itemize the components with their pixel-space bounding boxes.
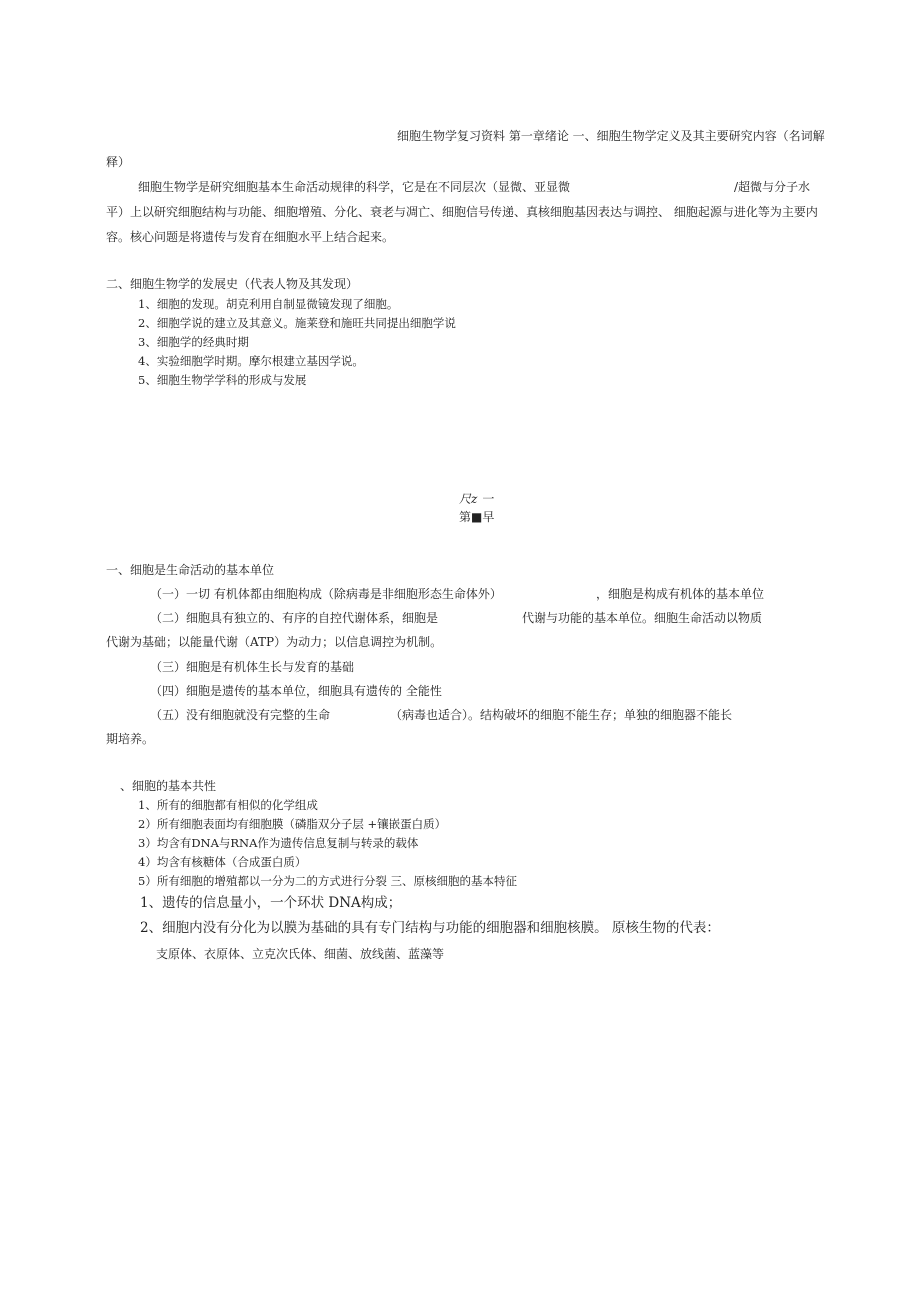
history-item: 1、细胞的发现。胡克利用自制显微镜发现了细胞。	[138, 297, 399, 311]
header-line: 细胞生物学复习资料 第一章绪论 一、细胞生物学定义及其主要研究内容（名词解	[397, 129, 825, 143]
common-item: 2）所有细胞表面均有细胞膜（磷脂双分子层 +镶嵌蛋白质）	[138, 817, 447, 831]
history-title: 二、细胞生物学的发展史（代表人物及其发现）	[106, 277, 359, 291]
chapter-heading-line1: 尺z 一	[459, 492, 494, 506]
prokaryote-examples: 支原体、衣原体、立克次氏体、细菌、放线菌、蓝藻等	[156, 947, 445, 961]
common-title: 、细胞的基本共性	[120, 779, 217, 793]
unit-item-1a: （一）一切 有机体都由细胞构成（除病毒是非细胞形态生命体外）	[150, 587, 502, 601]
common-item: 5）所有细胞的增殖都以一分为二的方式进行分裂 三、原核细胞的基本特征	[138, 874, 517, 888]
chapter-heading-line2: 第■早	[459, 510, 495, 524]
common-item: 1、所有的细胞都有相似的化学组成	[138, 798, 318, 812]
common-item: 3）均含有DNA与RNA作为遗传信息复制与转录的载体	[138, 836, 419, 850]
unit-item-5c: 期培养。	[106, 732, 155, 746]
unit-item-1b: ，细胞是构成有机体的基本单位	[596, 587, 765, 601]
history-item: 3、细胞学的经典时期	[138, 335, 249, 349]
unit-item-3: （三）细胞是有机体生长与发育的基础	[150, 660, 355, 674]
history-item: 2、细胞学说的建立及其意义。施莱登和施旺共同提出细胞学说	[138, 316, 456, 330]
unit-item-2a: （二）细胞具有独立的、有序的自控代谢体系，细胞是	[150, 611, 439, 625]
unit-item-5b: （病毒也适合）。结构破坏的细胞不能生存；单独的细胞器不能长	[390, 708, 733, 722]
common-item: 4）均含有核糖体（合成蛋白质）	[138, 855, 307, 869]
unit-item-4: （四）细胞是遗传的基本单位，细胞具有遗传的 全能性	[150, 684, 442, 698]
unit-item-5a: （五）没有细胞就没有完整的生命	[150, 708, 331, 722]
unit-item-2b: 代谢与功能的基本单位。细胞生命活动以物质	[522, 611, 763, 625]
definition-line-3: 容。核心问题是将遗传与发育在细胞水平上结合起来。	[106, 230, 395, 244]
definition-line-2: 平）上以研究细胞结构与功能、细胞增殖、分化、衰老与凋亡、细胞信号传递、真核细胞基因表达与调控、 细胞起源与进化等为主要内	[106, 205, 818, 219]
prokaryote-point-2: 2、细胞内没有分化为以膜为基础的具有专门结构与功能的细胞器和细胞核膜。 原核生物的代表：	[140, 920, 720, 936]
history-item: 5、细胞生物学学科的形成与发展	[138, 373, 307, 387]
definition-line-1a: 细胞生物学是研究细胞基本生命活动规律的科学，它是在不同层次（显微、亚显微	[138, 180, 571, 194]
unit-item-2c: 代谢为基础；以能量代谢（ATP）为动力；以信息调控为机制。	[106, 635, 443, 649]
unit-title: 一、细胞是生命活动的基本单位	[106, 563, 275, 577]
definition-line-1b: /超微与分子水	[734, 180, 811, 194]
prokaryote-point-1: 1、遗传的信息量小，一个环状 DNA构成；	[140, 895, 402, 911]
header-line-cont: 释）	[106, 155, 131, 169]
history-item: 4、实验细胞学时期。摩尔根建立基因学说。	[138, 354, 364, 368]
